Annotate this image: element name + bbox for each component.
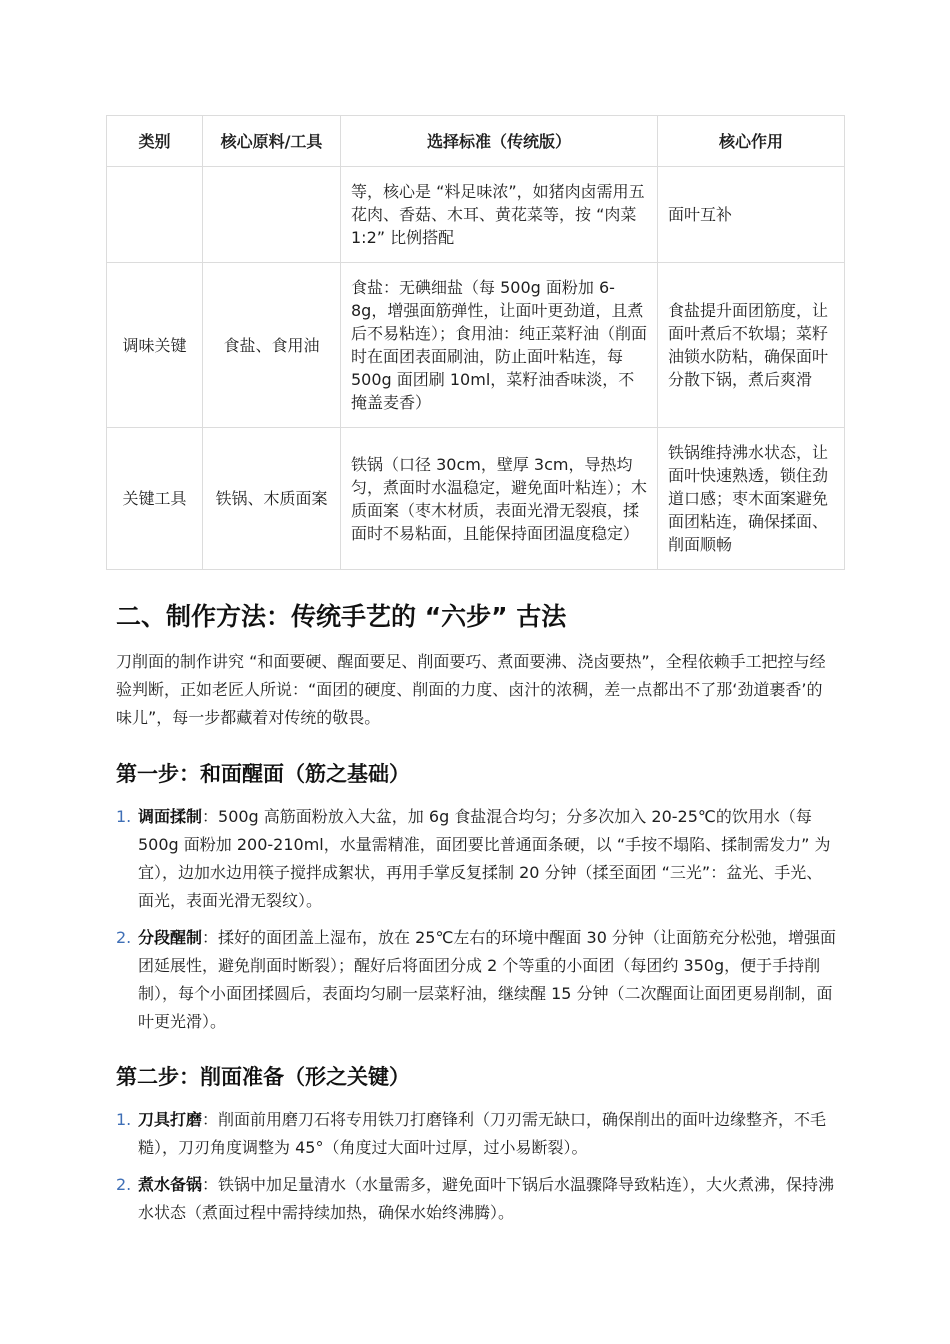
cell-category: 关键工具 bbox=[107, 428, 203, 570]
step1-title: 第一步：和面醒面（筋之基础） bbox=[116, 762, 410, 786]
header-material: 核心原料/工具 bbox=[203, 116, 341, 167]
table-row bbox=[107, 428, 845, 570]
step2-list bbox=[116, 1106, 838, 1236]
list-label: 调面揉制 bbox=[138, 807, 203, 826]
cell-material bbox=[203, 167, 341, 263]
list-text: ：500g 高筋面粉放入大盆，加 6g 食盐混合均匀；分多次加入 20-25℃的饮用水（每 500g 面粉加 200-210ml，水量需精准，面团要比普通面条硬，以 “手按不塌陷、揉制需发力” 为宜），边加水边用筷子搅拌成絮状，再用手掌反复揉制 20 分钟（揉至面团 “三光”：盆光、手光、面光，表面光滑无裂纹）。 bbox=[138, 807, 831, 910]
list-text: ：揉好的面团盖上湿布，放在 25℃左右的环境中醒面 30 分钟（让面筋充分松弛，增强面团延展性，避免削面时断裂）；醒好后将面团分成 2 个等重的小面团（每团约 350g，便于手持削制），每个小面团揉圆后，表面均匀刷一层菜籽油，继续醒 15 分钟（二次醒面让面团更易削制，面叶更光滑）。 bbox=[138, 928, 836, 1031]
cell-material: 铁锅、木质面案 bbox=[203, 428, 341, 570]
header-effect: 核心作用 bbox=[658, 116, 845, 167]
header-category: 类别 bbox=[107, 116, 203, 167]
list-number: 1. bbox=[116, 807, 132, 826]
list-label: 刀具打磨 bbox=[138, 1110, 203, 1129]
step1-list bbox=[116, 803, 838, 1045]
list-text: ：铁锅中加足量清水（水量需多，避免面叶下锅后水温骤降导致粘连），大火煮沸，保持沸水状态（煮面过程中需持续加热，确保水始终沸腾）。 bbox=[138, 1175, 835, 1222]
cell-standard: 食盐：无碘细盐（每 500g 面粉加 6-8g，增强面筋弹性，让面叶更劲道，且煮后不易粘连）；食用油：纯正菜籽油（削面时在面团表面刷油，防止面叶粘连，每 500g 面团刷 10ml，菜籽油香味淡，不掩盖麦香） bbox=[341, 263, 658, 428]
list-number: 1. bbox=[116, 1110, 132, 1129]
section-intro: 刀削面的制作讲究 “和面要硬、醒面要足、削面要巧、煮面要沸、浇卤要热”，全程依赖手工把控与经验判断，正如老匠人所说：“面团的硬度、削面的力度、卤汁的浓稠，差一点都出不了那‘劲道裹香’的味儿”，每一步都藏着对传统的敬畏。 bbox=[116, 652, 826, 727]
list-number: 2. bbox=[116, 1175, 132, 1194]
cell-standard: 等，核心是 “料足味浓”，如猪肉卤需用五花肉、香菇、木耳、黄花菜等，按 “肉菜 1:2” 比例搭配 bbox=[341, 167, 658, 263]
step2-title: 第二步：削面准备（形之关键） bbox=[116, 1065, 410, 1089]
cell-standard: 铁锅（口径 30cm，壁厚 3cm，导热均匀，煮面时水温稳定，避免面叶粘连）；木质面案（枣木材质，表面光滑无裂痕，揉面时不易粘面，且能保持面团温度稳定） bbox=[341, 428, 658, 570]
header-standard: 选择标准（传统版） bbox=[341, 116, 658, 167]
section-title: 二、制作方法：传统手艺的 “六步” 古法 bbox=[116, 602, 567, 631]
cell-effect: 铁锅维持沸水状态，让面叶快速熟透，锁住劲道口感；枣木面案避免面团粘连，确保揉面、削面顺畅 bbox=[658, 428, 845, 570]
cell-material: 食盐、食用油 bbox=[203, 263, 341, 428]
list-item bbox=[116, 1106, 838, 1162]
list-item bbox=[116, 1171, 838, 1227]
list-text: ：削面前用磨刀石将专用铁刀打磨锋利（刀刃需无缺口，确保削出的面叶边缘整齐，不毛糙），刀刃角度调整为 45°（角度过大面叶过厚，过小易断裂）。 bbox=[138, 1110, 827, 1157]
table-row bbox=[107, 167, 845, 263]
ingredients-table bbox=[106, 115, 845, 570]
cell-effect: 食盐提升面团筋度，让面叶煮后不软塌；菜籽油锁水防粘，确保面叶分散下锅，煮后爽滑 bbox=[658, 263, 845, 428]
table-header-row bbox=[107, 116, 845, 167]
list-label: 分段醒制 bbox=[138, 928, 203, 947]
cell-effect: 面叶互补 bbox=[658, 167, 845, 263]
cell-category: 调味关键 bbox=[107, 263, 203, 428]
list-item bbox=[116, 924, 838, 1036]
table-row bbox=[107, 263, 845, 428]
list-label: 煮水备锅 bbox=[138, 1175, 203, 1194]
cell-category bbox=[107, 167, 203, 263]
list-number: 2. bbox=[116, 928, 132, 947]
list-item bbox=[116, 803, 838, 915]
